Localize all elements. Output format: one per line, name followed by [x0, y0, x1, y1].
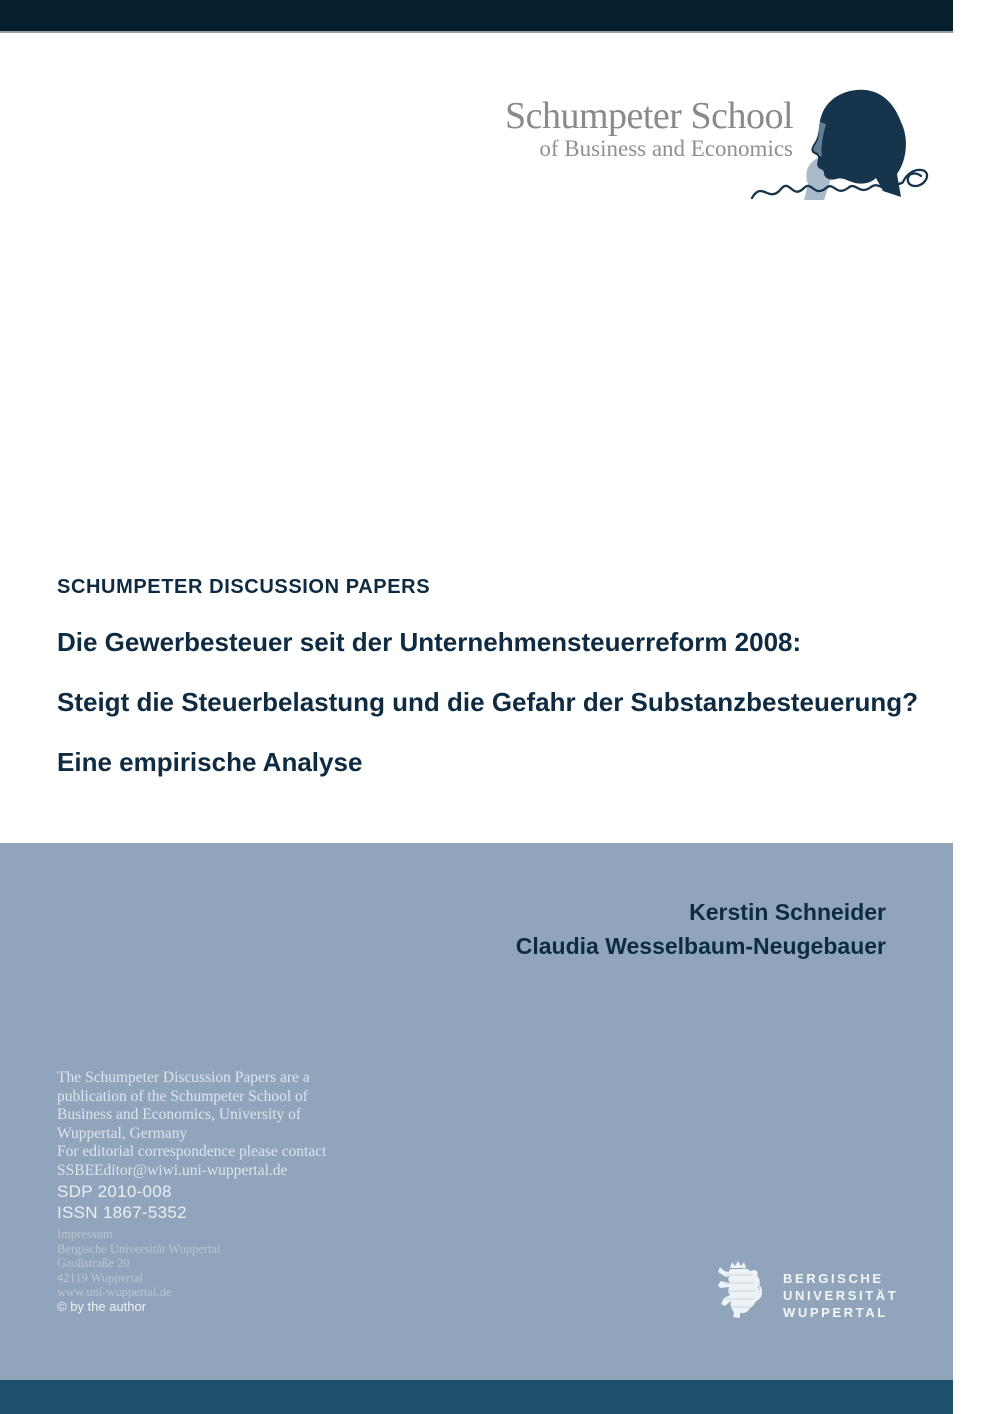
paper-identifiers — [57, 1181, 187, 1223]
impressum-line: Gaußstraße 20 — [57, 1256, 130, 1270]
logo-school-name: Schumpeter School — [504, 95, 793, 137]
impressum-line: 42119 Wuppertal — [57, 1270, 143, 1285]
paper-issn: ISSN 1867-5352 — [57, 1203, 187, 1222]
publisher-note — [57, 1069, 326, 1180]
impressum-line: Bergische Universität Wuppertal — [57, 1241, 221, 1256]
impressum-block — [57, 1227, 221, 1300]
university-wordmark-line: WUPPERTAL — [783, 1305, 888, 1320]
paper-title-line-2: Steigt die Steuerbelastung und die Gefahr der Substanzbesteuerung? — [57, 687, 919, 717]
top-banner-bar — [0, 0, 953, 33]
logo-school-subtitle: of Business and Economics — [539, 136, 793, 161]
paper-title-line-1: Die Gewerbesteuer seit der Unternehmensteuerreform 2008: — [57, 627, 802, 657]
publisher-note-line: publication of the Schumpeter School of — [57, 1087, 308, 1105]
bottom-banner-bar — [0, 1380, 953, 1414]
publisher-note-line: The Schumpeter Discussion Papers are a — [57, 1069, 310, 1086]
university-lion-emblem — [716, 1261, 762, 1319]
author-names — [516, 895, 886, 963]
author-1: Kerstin Schneider — [689, 899, 886, 925]
paper-number: SDP 2010-008 — [57, 1182, 172, 1201]
paper-title-line-3: Eine empirische Analyse — [57, 747, 363, 777]
publisher-note-line: Wuppertal, Germany — [57, 1124, 188, 1142]
university-wordmark-line: UNIVERSITÄT — [783, 1288, 899, 1303]
university-wordmark-line: BERGISCHE — [783, 1271, 884, 1286]
series-heading: SCHUMPETER DISCUSSION PAPERS — [57, 576, 431, 598]
impressum-heading: Impressum — [57, 1227, 113, 1241]
schumpeter-portrait-icon — [748, 86, 940, 210]
publisher-contact-email: SSBEEditor@wiwi.uni-wuppertal.de — [57, 1161, 288, 1179]
publisher-note-line: Business and Economics, University of — [57, 1106, 302, 1123]
author-info-panel — [0, 843, 953, 1380]
university-wordmark — [783, 1270, 898, 1321]
copyright-notice: © by the author — [57, 1299, 147, 1314]
publisher-note-line: For editorial correspondence please contact — [57, 1143, 327, 1160]
university-logo — [716, 1261, 898, 1321]
impressum-website: www.uni-wuppertal.de — [57, 1285, 172, 1299]
author-2: Claudia Wesselbaum-Neugebauer — [515, 933, 886, 959]
